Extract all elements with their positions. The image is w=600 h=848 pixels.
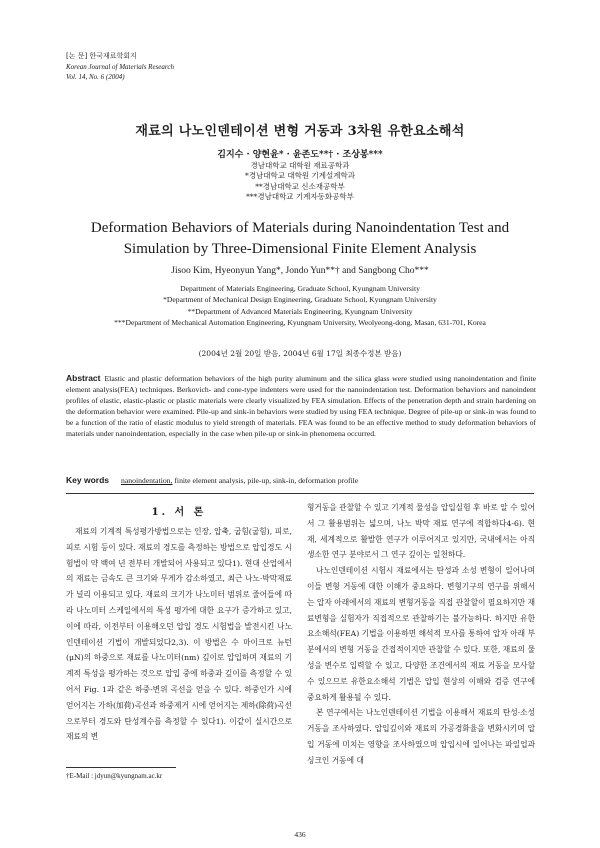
received-dates: (2004년 2월 20일 받음, 2004년 6월 17일 최종수정본 받음) xyxy=(198,349,402,358)
abstract-label: Abstract xyxy=(66,373,101,383)
journal-volume: Vol. 14, No. 6 (2004) xyxy=(66,73,125,81)
korean-affiliations xyxy=(0,161,600,202)
korean-title: 재료의 나노인덴테이션 변형 거동과 3차원 유한요소해석 xyxy=(135,124,465,139)
korean-affiliation: ***경남대학교 기계자동화공학부 xyxy=(246,191,354,201)
korean-affiliation: **경남대학교 신소재공학부 xyxy=(255,181,345,191)
journal-korean-name: [논 문] 한국재료학회지 xyxy=(66,52,137,60)
english-authors: Jisoo Kim, Hyeonyun Yang*, Jondo Yun**† and Sangbong Cho*** xyxy=(171,266,429,276)
english-title-line: Deformation Behaviors of Materials during Nanoindentation Test and xyxy=(90,220,510,236)
korean-authors: 김지수 · 양현윤* · 윤존도**† · 조상봉*** xyxy=(217,150,383,160)
footnote-rule xyxy=(66,767,176,768)
korean-affiliation: 경남대학교 대학원 재료공학과 xyxy=(250,161,350,170)
keywords xyxy=(66,475,358,485)
section-divider xyxy=(66,493,534,494)
journal-english-name: Korean Journal of Materials Research xyxy=(66,62,174,71)
english-affiliation: **Department of Advanced Materials Engineering, Kyungnam University xyxy=(187,306,413,316)
body-right-column xyxy=(307,500,535,769)
page-number: 436 xyxy=(294,830,306,839)
journal-header xyxy=(66,51,174,83)
abstract xyxy=(66,373,536,439)
english-title-line: Simulation by Three-Dimensional Finite Element Analysis xyxy=(123,241,477,257)
english-title xyxy=(0,218,600,260)
english-affiliation: ***Department of Mechanical Automation Engineering, Kyungnam University, Weolyeong-dong, Masan, 631-701, Korea xyxy=(114,318,486,328)
english-affiliations xyxy=(0,283,600,329)
keywords-label: Key words xyxy=(66,475,109,485)
korean-affiliation: *경남대학교 대학원 기계설계학과 xyxy=(245,171,355,181)
footnote-email: †E-Mail : jdyun@kyungnam.ac.kr xyxy=(66,772,163,780)
body-left-column xyxy=(66,524,292,745)
english-affiliation: *Department of Mechanical Design Engineering, Graduate School, Kyungnam University xyxy=(163,295,437,305)
paragraph: 나노인덴테이션 시험시 재료에서는 탄성과 소성 변형이 일어나며 이들 변형 거동에 대한 이해가 중요하다. 변형기구의 연구를 위해서는 압자 아래에서의 재료의 변형거동을 직접 관찰할이 필요하지만 재료변형을 실험자가 직접적으로 관찰하기는 불가능하다. 하지만 유한요소해석(FEA) 기법을 이용하면 해석적 모사를 통하여 압자 아래 부분에서의 변형 거동을 간접적이지만 관찰할 수 있다. 또한, 재료의 물성을 변수로 입력할 수 있고, 다양한 조건에서의 재료 거동을 모사할 수 있으므로 유한요소해석 기법은 압입 현상의 이해와 검증 연구에 중요하게 활용될 수 있다. xyxy=(307,566,535,702)
keyword-first: nanoindentation, xyxy=(121,476,173,485)
paragraph: 형거동을 관찰할 수 있고 기계적 물성을 압입실험 후 바로 알 수 있어서 그 활용범위는 넓으며, 나노 박막 재료 연구에 적합하다4-6). 현재, 세계적으로 활발한 연구가 이루어지고 있지만, 국내에서는 아직 생소한 연구 분야로서 그 연구 깊이는 일천하다. xyxy=(307,503,535,560)
section-heading: 1. 서 론 xyxy=(151,507,207,518)
keywords-rest: finite element analysis, pile-up, sink-in, deformation profile xyxy=(172,476,359,485)
paragraph: 재료의 기계적 특성평가방법으로는 인장, 압축, 굽힘(굽힘), 피로, 피로 시험 등이 있다. 재료의 경도를 측정하는 방법으로 압입경도 시험법이 약 백여 년 전부터 개발되어 사용되고 있다1). 현대 산업에서의 재료는 금속도 큰 크기와 무게가 감소하였고, 최근 나노·박막재료가 널리 이용되고 있다. 재료의 크기가 나노미터 범위로 줄어들에 따라 나노미터 스케일에서의 특성 평가에 대한 요구가 증가하고 있고, 이에 따라, 이전부터 이용해오던 압입 경도 시험법을 발전시킨 나노인덴테이션 기법이 개발되었다2,3). 이 방법은 수 마이크로 뉴턴(μN)의 하중으로 재료를 나노미터(nm) 깊이로 압입하며 재료의 기계적 특성을 평가하는 것으로 압입 중에 하중과 깊이를 측정할 수 있어서 Fig. 1과 같은 하중-변위 곡선을 얻을 수 있다. 하중인가 시에 얻어지는 가하(加荷)곡선과 하중제거 시에 얻어지는 제하(除荷)곡선으로부터 경도와 탄성계수를 측정할 수 있다1). 이같이 실시간으로 재료의 변 xyxy=(66,527,292,742)
abstract-text: Elastic and plastic deformation behaviors of the high purity aluminum and the silica glass were studied using nanoindentation and finite element analysis(FEA) techniques. Berkovich- and cone-type indenters were used for the nanoindentation test. Deformation behaviors and nanoindent profiles of elastic, elastic-plastic or plastic materials were clearly visualized by FEA simulation. Effects of the penetration depth and strain hardening on the deformation behavior were examined. Pile-up and sink-in behaviors were studied by using FEA technique. Degree of pile-up or sink-in was found to be a function of the ratio of elastic modulus to yield strength of materials. FEA was found to be an effective method to study deformation behaviors of materials under nanoindentation, especially in the case when pile-up or sink-in phenomena occurred. xyxy=(66,374,536,438)
english-affiliation: Department of Materials Engineering, Graduate School, Kyungnam University xyxy=(180,284,420,293)
paragraph: 본 연구에서는 나노인덴테이션 기법을 이용해서 재료의 탄성·소성거동을 조사하였다. 압입깊이와 재료의 가공경화율을 변화시키며 압입 거동에 미치는 영향을 조사하였으며 압입시에 일어나는 파일업과 싱크인 거동에 대 xyxy=(307,708,535,765)
